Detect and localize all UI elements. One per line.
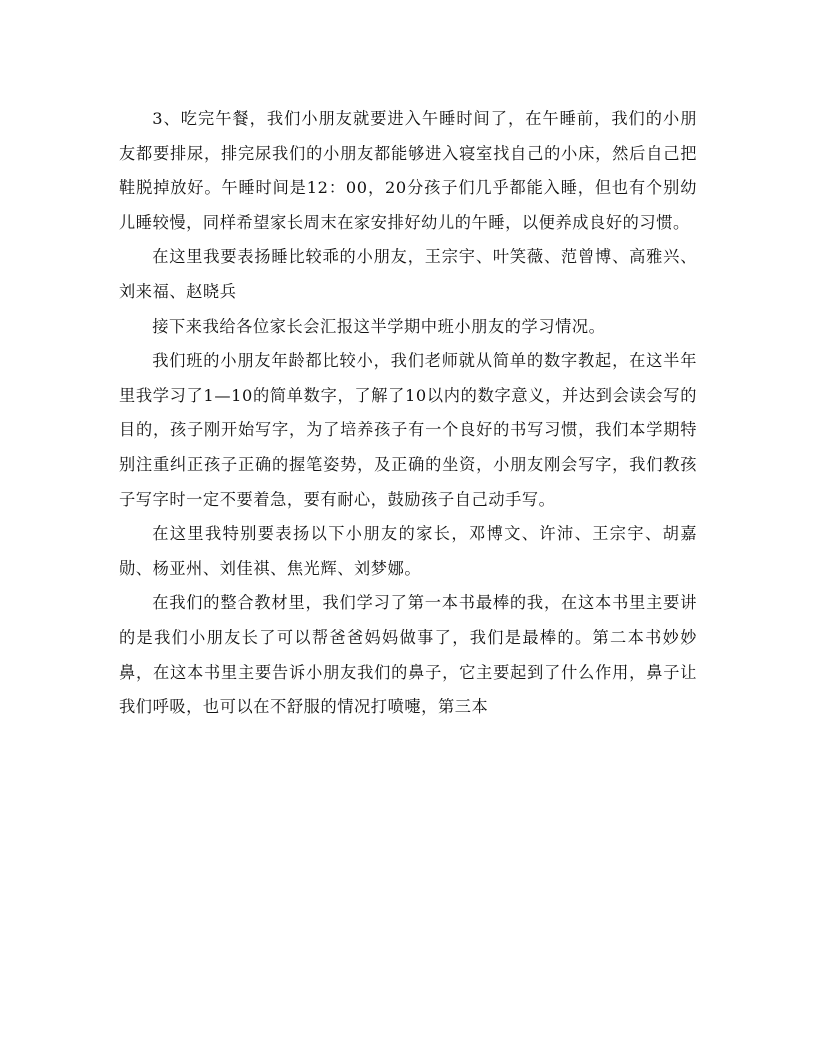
paragraph-parent-praise: 在这里我特别要表扬以下小朋友的家长，邓博文、许沛、王宗宇、胡嘉勋、杨亚州、刘佳祺、焦光辉、刘梦娜。 bbox=[119, 524, 697, 578]
paragraph-nap-praise: 在这里我要表扬睡比较乖的小朋友，王宗宇、叶笑薇、范曾博、高雅兴、刘来福、赵晓兵 bbox=[119, 247, 697, 301]
document-body bbox=[119, 102, 697, 725]
paragraph-nap-time: 3、吃完午餐，我们小朋友就要进入午睡时间了，在午睡前，我们的小朋友都要排尿，排完尿我们的小朋友都能够进入寝室找自己的小床，然后自己把鞋脱掉放好。午睡时间是12：00，20分孩子们几乎都能入睡，但也有个别幼儿睡较慢，同样希望家长周末在家安排好幼儿的午睡，以便养成良好的习惯。 bbox=[119, 109, 697, 232]
paragraph-number-learning: 我们班的小朋友年龄都比较小，我们老师就从简单的数字教起，在这半年里我学习了1—10的简单数字，了解了10以内的数字意义，并达到会读会写的目的，孩子刚开始写字，为了培养孩子有一个良好的书写习惯，我们本学期特别注重纠正孩子正确的握笔姿势，及正确的坐资，小朋友刚会写字，我们教孩子写字时一定不要着急，要有耐心，鼓励孩子自己动手写。 bbox=[119, 351, 697, 509]
paragraph-integrated-textbooks: 在我们的整合教材里，我们学习了第一本书最棒的我，在这本书里主要讲的是我们小朋友长了可以帮爸爸妈妈做事了，我们是最棒的。第二本书妙妙鼻，在这本书里主要告诉小朋友我们的鼻子，它主要起到了什么作用，鼻子让我们呼吸，也可以在不舒服的情况打喷嚏，第三本 bbox=[119, 593, 697, 717]
paragraph-study-report-intro: 接下来我给各位家长会汇报这半学期中班小朋友的学习情况。 bbox=[152, 316, 606, 336]
